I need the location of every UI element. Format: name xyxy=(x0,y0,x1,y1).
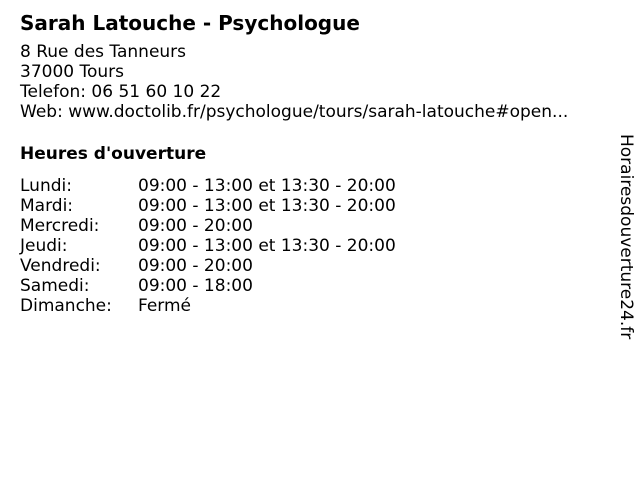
website-text: Web: www.doctolib.fr/psychologue/tours/sarah-latouche#open... xyxy=(20,102,569,122)
hours-row-sunday xyxy=(20,296,600,316)
time-range: Fermé xyxy=(138,296,192,316)
day-label: Dimanche: xyxy=(20,296,112,316)
business-title: Sarah Latouche - Psychologue xyxy=(20,11,360,35)
address-city: 37000 Tours xyxy=(20,62,125,82)
business-card xyxy=(20,10,600,316)
phone-text: Telefon: 06 51 60 10 22 xyxy=(20,82,222,102)
opening-hours-heading: Heures d'ouverture xyxy=(20,144,207,164)
hours-row-thursday xyxy=(20,236,600,256)
hours-row-saturday xyxy=(20,276,600,296)
hours-row-wednesday xyxy=(20,216,600,236)
time-range: 09:00 - 20:00 xyxy=(138,256,253,276)
time-range: 09:00 - 13:00 et 13:30 - 20:00 xyxy=(138,176,396,196)
time-range: 09:00 - 13:00 et 13:30 - 20:00 xyxy=(138,196,396,216)
day-label: Mercredi: xyxy=(20,216,100,236)
opening-hours-table xyxy=(20,176,600,316)
day-label: Mardi: xyxy=(20,196,74,216)
day-label: Vendredi: xyxy=(20,256,101,276)
hours-row-friday xyxy=(20,256,600,276)
time-range: 09:00 - 20:00 xyxy=(138,216,253,236)
hours-row-tuesday xyxy=(20,196,600,216)
time-range: 09:00 - 18:00 xyxy=(138,276,253,296)
site-watermark: Horairesdouverture24.fr xyxy=(616,134,636,340)
day-label: Lundi: xyxy=(20,176,72,196)
day-label: Jeudi: xyxy=(20,236,68,256)
time-range: 09:00 - 13:00 et 13:30 - 20:00 xyxy=(138,236,396,256)
hours-row-monday xyxy=(20,176,600,196)
address-street: 8 Rue des Tanneurs xyxy=(20,42,187,62)
day-label: Samedi: xyxy=(20,276,90,296)
